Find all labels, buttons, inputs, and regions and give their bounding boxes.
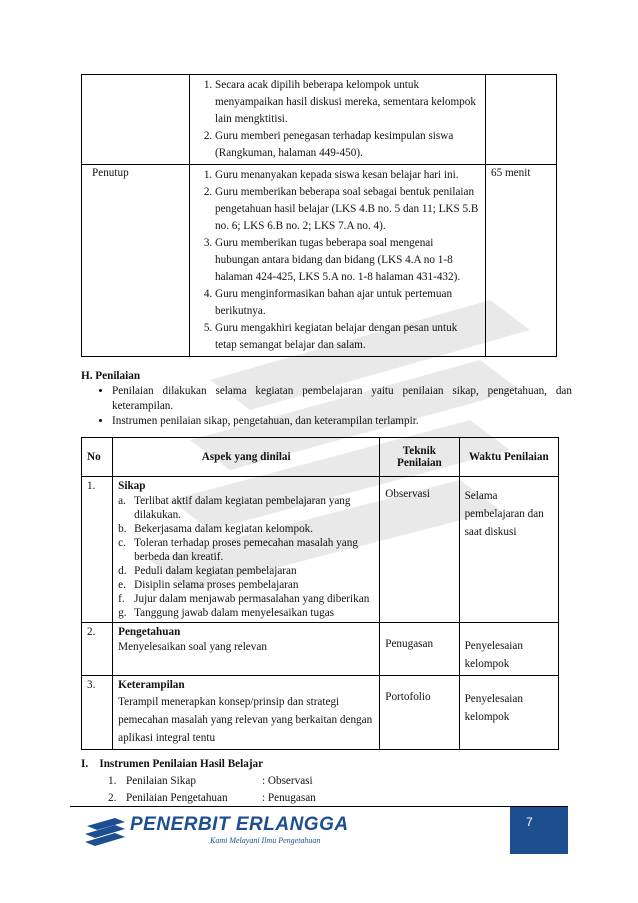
header-aspek: Aspek yang dinilai <box>113 438 380 477</box>
table-row <box>82 477 559 623</box>
section-heading-instrumen: I. Instrumen Penilaian Hasil Belajar <box>81 758 264 770</box>
table-row <box>82 676 559 750</box>
list-item: • Penilaian dilakukan selama kegiatan pembelajaran yaitu penilaian sikap, pengetahuan, dan keterampilan. <box>112 384 572 414</box>
page-number-box <box>510 807 568 854</box>
aspek-cell <box>113 676 380 750</box>
list-item: 3. Guru memberikan tugas beberapa soal mengenai hubungan antara bidang dan bidang (LKS 4.A no 1-8 halaman 424-425, LKS 5.A no. 1-8 halaman 431-432). <box>215 235 480 286</box>
teknik-cell: Penugasan <box>380 623 459 676</box>
aspek-list <box>118 494 374 620</box>
section-heading-penilaian: H. Penilaian <box>81 370 141 382</box>
publisher-name: PENERBIT ERLANGGA <box>130 814 349 835</box>
list-item: 1. Penilaian Sikap : Observasi <box>108 775 313 787</box>
waktu-cell: Penyelesaian kelompok <box>459 623 558 676</box>
aspek-title: Keterampilan <box>118 679 185 691</box>
steps-cell <box>190 75 486 165</box>
steps-cell <box>190 165 486 357</box>
list-item: 5. Guru mengakhiri kegiatan belajar dengan pesan untuk tetap semangat belajar dan salam. <box>215 320 480 354</box>
aspek-description: Menyelesaikan soal yang relevan <box>118 641 267 653</box>
aspek-cell <box>113 477 380 623</box>
penilaian-bullets <box>100 384 572 429</box>
page-number: 7 <box>526 815 533 829</box>
row-number: 1. <box>82 477 113 623</box>
list-item: b. Bekerjasama dalam kegiatan kelompok. <box>118 523 314 535</box>
list-item: 2. Guru memberikan beberapa soal sebagai bentuk penilaian pengetahuan hasil belajar (LKS 4.B no. 5 dan 11; LKS 5.B no. 6; LKS 6.B no. 2; LKS 7.A no. 4). <box>215 184 480 235</box>
steps-list <box>195 167 480 354</box>
header-waktu: Waktu Penilaian <box>459 438 558 477</box>
list-item: 1. Guru menanyakan kepada siswa kesan belajar hari ini. <box>215 167 480 184</box>
header-teknik: Teknik Penilaian <box>380 438 459 477</box>
table-row <box>82 75 557 165</box>
list-item: • Instrumen penilaian sikap, pengetahuan, dan keterampilan terlampir. <box>112 414 572 429</box>
instrumen-list <box>108 773 316 807</box>
row-number: 3. <box>82 676 113 750</box>
waktu-cell: Selama pembelajaran dan saat diskusi <box>459 477 558 623</box>
activity-table <box>81 74 557 357</box>
aspek-description: Terampil menerapkan konsep/prinsip dan strategi pemecahan masalah yang relevan yang berkaitan dengan aplikasi integral tentu <box>118 696 373 744</box>
list-item: d. Peduli dalam kegiatan pembelajaran <box>118 565 297 577</box>
time-cell <box>486 75 557 165</box>
footer-divider <box>70 806 568 807</box>
teknik-cell: Observasi <box>380 477 459 623</box>
publisher-tagline: Kami Melayani Ilmu Pengetahuan <box>210 836 321 845</box>
list-item: 4. Guru menginformasikan bahan ajar untuk pertemuan berikutnya. <box>215 286 480 320</box>
steps-list <box>195 77 480 162</box>
list-item: a. Terlibat aktif dalam kegiatan pembelajaran yang dilakukan. <box>118 495 351 521</box>
aspek-cell <box>113 623 380 676</box>
list-item: f. Jujur dalam menjawab permasalahan yang diberikan <box>118 593 370 605</box>
assessment-table <box>81 437 559 750</box>
list-item: g. Tanggung jawab dalam menyelesaikan tugas <box>118 607 335 619</box>
stage-cell: Penutup <box>82 165 190 357</box>
aspek-title: Sikap <box>118 480 146 492</box>
aspek-title: Pengetahuan <box>118 626 181 638</box>
header-no: No <box>82 438 113 477</box>
list-item: 2. Penilaian Pengetahuan : Penugasan <box>108 792 316 804</box>
time-cell: 65 menit <box>486 165 557 357</box>
table-row <box>82 165 557 357</box>
list-item: c. Toleran terhadap proses pemecahan masalah yang berbeda dan kreatif. <box>118 537 358 563</box>
list-item: e. Disiplin selama proses pembelajaran <box>118 579 299 591</box>
teknik-cell: Portofolio <box>380 676 459 750</box>
stage-cell <box>82 75 190 165</box>
table-row <box>82 623 559 676</box>
waktu-cell: Penyelesaian kelompok <box>459 676 558 750</box>
row-number: 2. <box>82 623 113 676</box>
table-header-row <box>82 438 559 477</box>
list-item: 1. Secara acak dipilih beberapa kelompok untuk menyampaikan hasil diskusi mereka, sementara kelompok lain mengktitisi. <box>215 77 480 128</box>
list-item: 2. Guru memberi penegasan terhadap kesimpulan siswa (Rangkuman, halaman 449-450). <box>215 128 480 162</box>
